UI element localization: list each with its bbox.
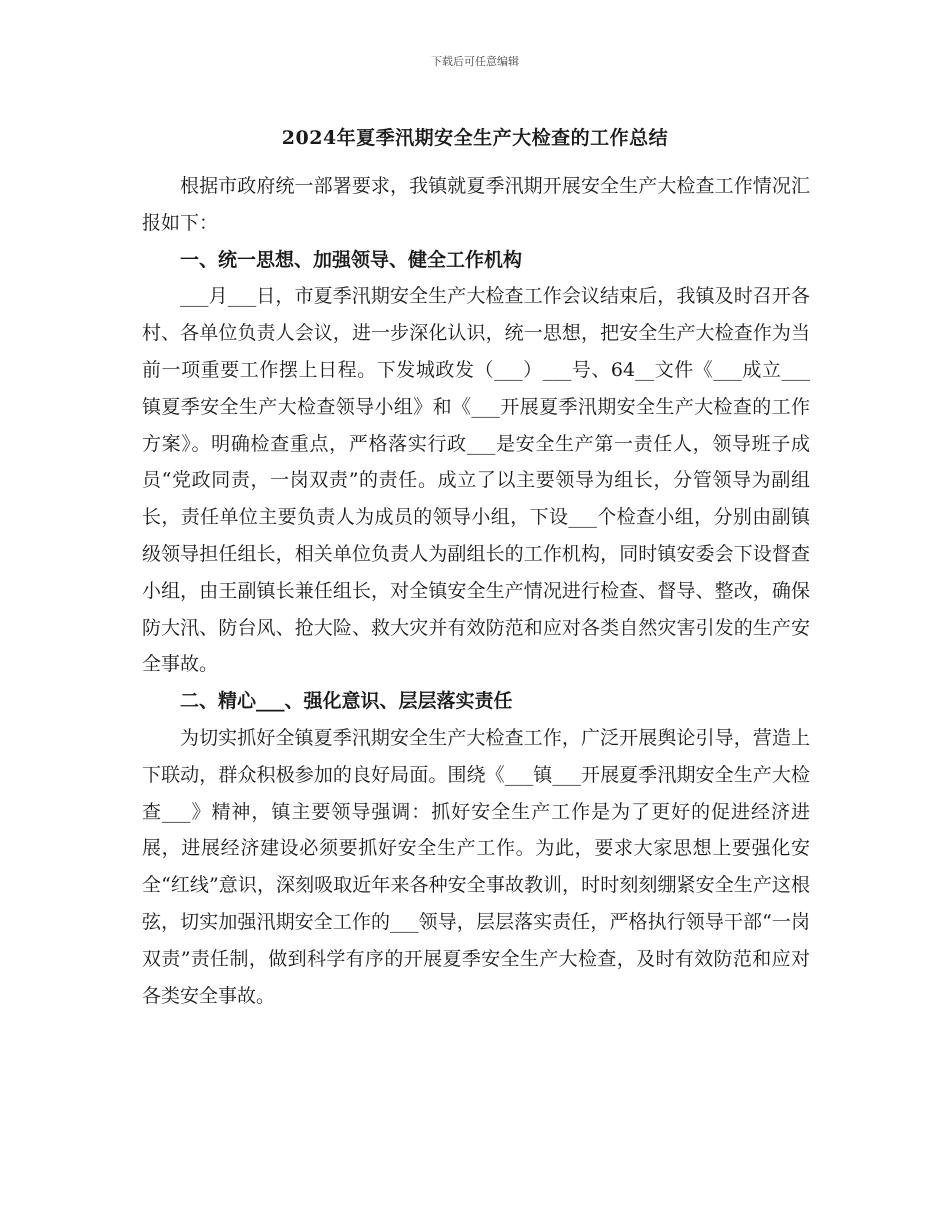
section-2-heading: 二、精心___、强化意识、层层落实责任 — [180, 690, 513, 713]
document-title: 2024年夏季汛期安全生产大检查的工作总结 — [281, 127, 669, 149]
section-1-paragraph: ___月___日，市夏季汛期安全生产大检查工作会议结束后，我镇及时召开各村、各单位负责人会议，进一步深化认识，统一思想，把安全生产大检查作为当前一项重要工作摆上日程。下发城政发（___）___号、64__文件《___成立___镇夏季安全生产大检查领导小组》和《___开展夏季汛期安全生产大检查的工作方案》。明确检查重点，严格落实行政___是安全生产第一责任人，领导班子成员“党政同责，一岗双责”的责任。成立了以主要领导为组长，分管领导为副组长，责任单位主要负责人为成员的领导小组，下设___个检查小组，分别由副镇级领导担任组长，相关单位负责人为副组长的工作机构，同时镇安委会下设督查小组，由王副镇长兼任组长，对全镇安全生产情况进行检查、督导、整改，确保防大汛、防台风、抢大险、救大灾并有效防范和应对各类自然灾害引发的生产安全事故。 — [142, 285, 810, 676]
section-1-heading: 一、统一思想、加强领导、健全工作机构 — [180, 248, 523, 271]
intro-paragraph: 根据市政府统一部署要求，我镇就夏季汛期开展安全生产大检查工作情况汇报如下： — [142, 175, 810, 234]
document-body — [142, 168, 810, 1014]
section-2-paragraph: 为切实抓好全镇夏季汛期安全生产大检查工作，广泛开展舆论引导，营造上下联动，群众积极参加的良好局面。围绕《___镇___开展夏季汛期安全生产大检查___》精神，镇主要领导强调：抓好安全生产工作是为了更好的促进经济进展，进展经济建设必须要抓好安全生产工作。为此，要求大家思想上要强化安全“红线”意识，深刻吸取近年来各种安全事故教训，时时刻刻绷紧安全生产这根弦，切实加强汛期安全工作的___领导，层层落实责任，严格执行领导干部“一岗双责”责任制，做到科学有序的开展夏季安全生产大检查，及时有效防范和应对各类安全事故。 — [142, 726, 810, 1007]
header-note: 下载后可任意编辑 — [431, 55, 519, 68]
